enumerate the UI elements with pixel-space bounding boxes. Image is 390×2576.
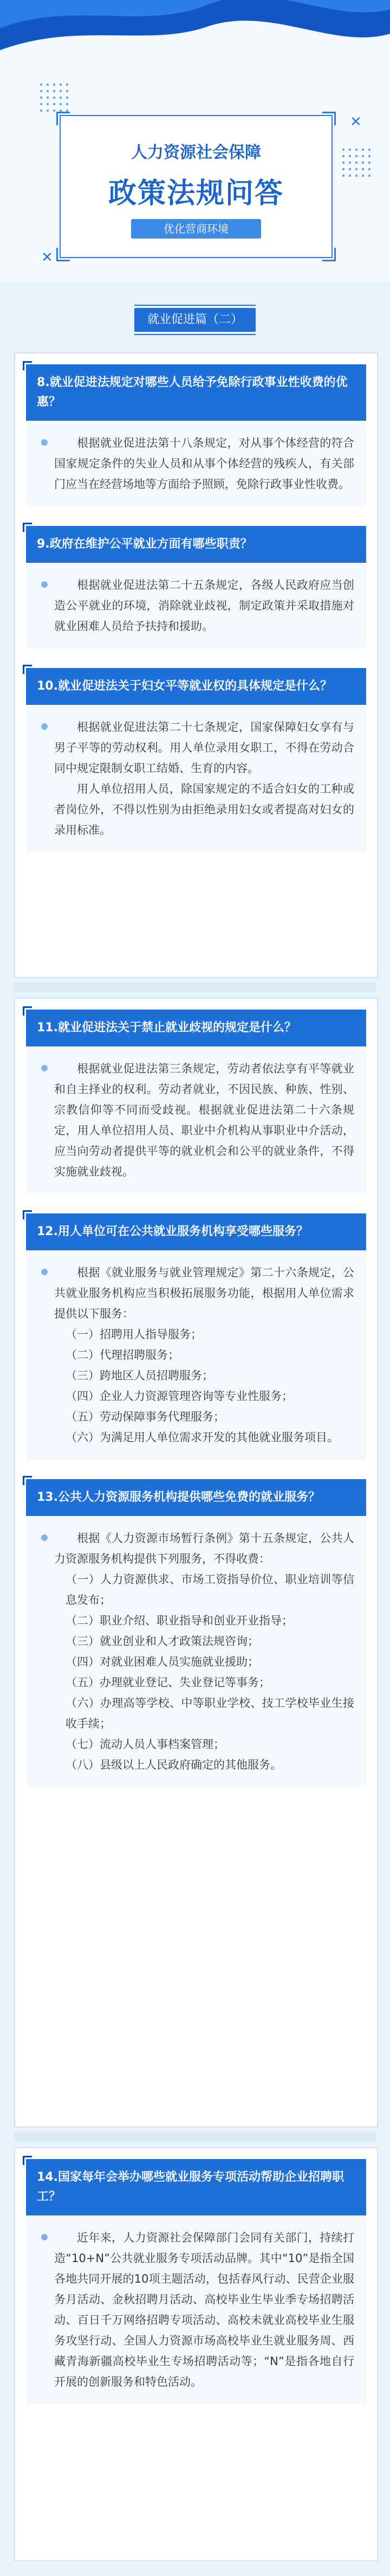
answer-text: 根据《人力资源市场暂行条例》第十五条规定，公共人力资源服务机构提供下列服务，不得收费： （一）人力资源供求、市场工资指导价位、职业培训等信息发布； （二）职业介绍、职业指导和创业开业指导； （三）就业创业和人才政策法规咨询； （四）对就业困难人员实施就业援助； （五）办理就业登记、失业登记等事务； （六）办理高等学校、中等职业学校、技工学校毕业生接收手续； （七）流动人员人事档案管理； （八）县级以上人民政府确定的其他服务。 [26, 1516, 366, 1787]
org-title: 人力资源社会保障 [131, 143, 261, 162]
answer-text: 根据就业促进法第三条规定，劳动者依法享有平等就业和自主择业的权利。劳动者就业，不因民族、种族、性别、宗教信仰等不同而受歧视。根据就业促进法第二十六条规定，用人单位招用人员、职业中介机构从事职业中介活动，应当向劳动者提供平等的就业机会和公平的就业条件，不得实施就业歧视。 [26, 1046, 366, 1194]
question-heading: 9.政府在维护公平就业方面有哪些职责？ [26, 526, 366, 563]
qa-card [14, 352, 378, 978]
qa-item [15, 364, 377, 506]
qa-item [15, 526, 377, 648]
answer-text: 根据就业促进法第十八条规定，对从事个体经营的符合国家规定条件的失业人员和从事个体经营的残疾人，有关部门应当在经营场地等方面给予照顾，免除行政事业性收费。 [26, 421, 366, 506]
bullet-icon [41, 723, 48, 730]
answer-text: 根据就业促进法第二十七条规定，国家保障妇女享有与男子平等的劳动权利。用人单位录用女职工，不得在劳动合同中规定限制女职工结婚、生育的内容。 用人单位招用人员，除国家规定的不适合妇女的工种或者岗位外，不得以性别为由拒绝录用妇女或者提高对妇女的录用标准。 [26, 705, 366, 852]
bullet-icon [41, 2234, 48, 2240]
qa-item [15, 2159, 377, 2404]
question-heading: 8.就业促进法规定对哪些人员给予免除行政事业性收费的优惠？ [26, 364, 366, 421]
qa-item [15, 668, 377, 852]
bullet-icon [41, 1065, 48, 1071]
bullet-icon [41, 1534, 48, 1541]
answer-text: 根据《就业服务与就业管理规定》第二十六条规定，公共就业服务机构应当积极拓展服务功能，根据用人单位需求提供以下服务： （一）招聘用人指导服务； （二）代理招聘服务； （三）跨地区人员招聘服务； （四）企业人力资源管理咨询等专业性服务； （五）劳动保障事务代理服务； （六）为满足用人单位需求开发的其他就业服务项目。 [26, 1250, 366, 1460]
page-title: 政策法规问答 [108, 177, 284, 210]
answer-text: 根据就业促进法第二十五条规定，各级人民政府应当创造公平就业的环境，消除就业歧视，制定政策并采取措施对就业困难人员给予扶持和援助。 [26, 563, 366, 648]
subtitle-badge: 优化营商环境 [131, 219, 261, 239]
question-heading: 14.国家每年会举办哪些就业服务专项活动帮助企业招聘职工？ [26, 2159, 366, 2215]
question-heading: 11.就业促进法关于禁止就业歧视的规定是什么？ [26, 1010, 366, 1046]
qa-card [14, 2147, 378, 2561]
title-box [60, 115, 333, 258]
header-wave-decoration [0, 0, 390, 76]
divider [14, 982, 376, 992]
bullet-icon [41, 439, 48, 446]
bullet-icon [41, 1269, 48, 1275]
header-banner [0, 0, 390, 282]
bullet-icon [41, 581, 48, 588]
cross-icon: ✕ [350, 114, 362, 130]
question-heading: 12.用人单位可在公共就业服务机构享受哪些服务？ [26, 1213, 366, 1250]
dots-decoration [38, 81, 70, 114]
divider [14, 2132, 376, 2142]
section-title: 就业促进篇（二） [134, 308, 256, 332]
qa-item [15, 1010, 377, 1194]
question-heading: 13.公共人力资源服务机构提供哪些免费的就业服务？ [26, 1479, 366, 1516]
answer-text: 近年来，人力资源社会保障部门会同有关部门，持续打造“10+N”公共就业服务专项活动品牌。其中“10”是指全国各地共同开展的10项主题活动，包括春风行动、民营企业服务月活动、金秋招聘月活动、高校毕业生毕业季专场招聘活动、百日千万网络招聘专项活动、高校未就业高校毕业生服务攻坚行动、全国人力资源市场高校毕业生就业服务周、西藏青海新疆高校毕业生专场招聘活动等；“N”是指各地自行开展的创新服务和特色活动。 [26, 2215, 366, 2404]
qa-card [14, 998, 378, 2128]
question-heading: 10.就业促进法关于妇女平等就业权的具体规定是什么？ [26, 668, 366, 705]
dots-decoration [340, 146, 373, 179]
cross-icon: ✕ [41, 249, 53, 266]
qa-item [15, 1213, 377, 1460]
qa-item [15, 1479, 377, 1787]
